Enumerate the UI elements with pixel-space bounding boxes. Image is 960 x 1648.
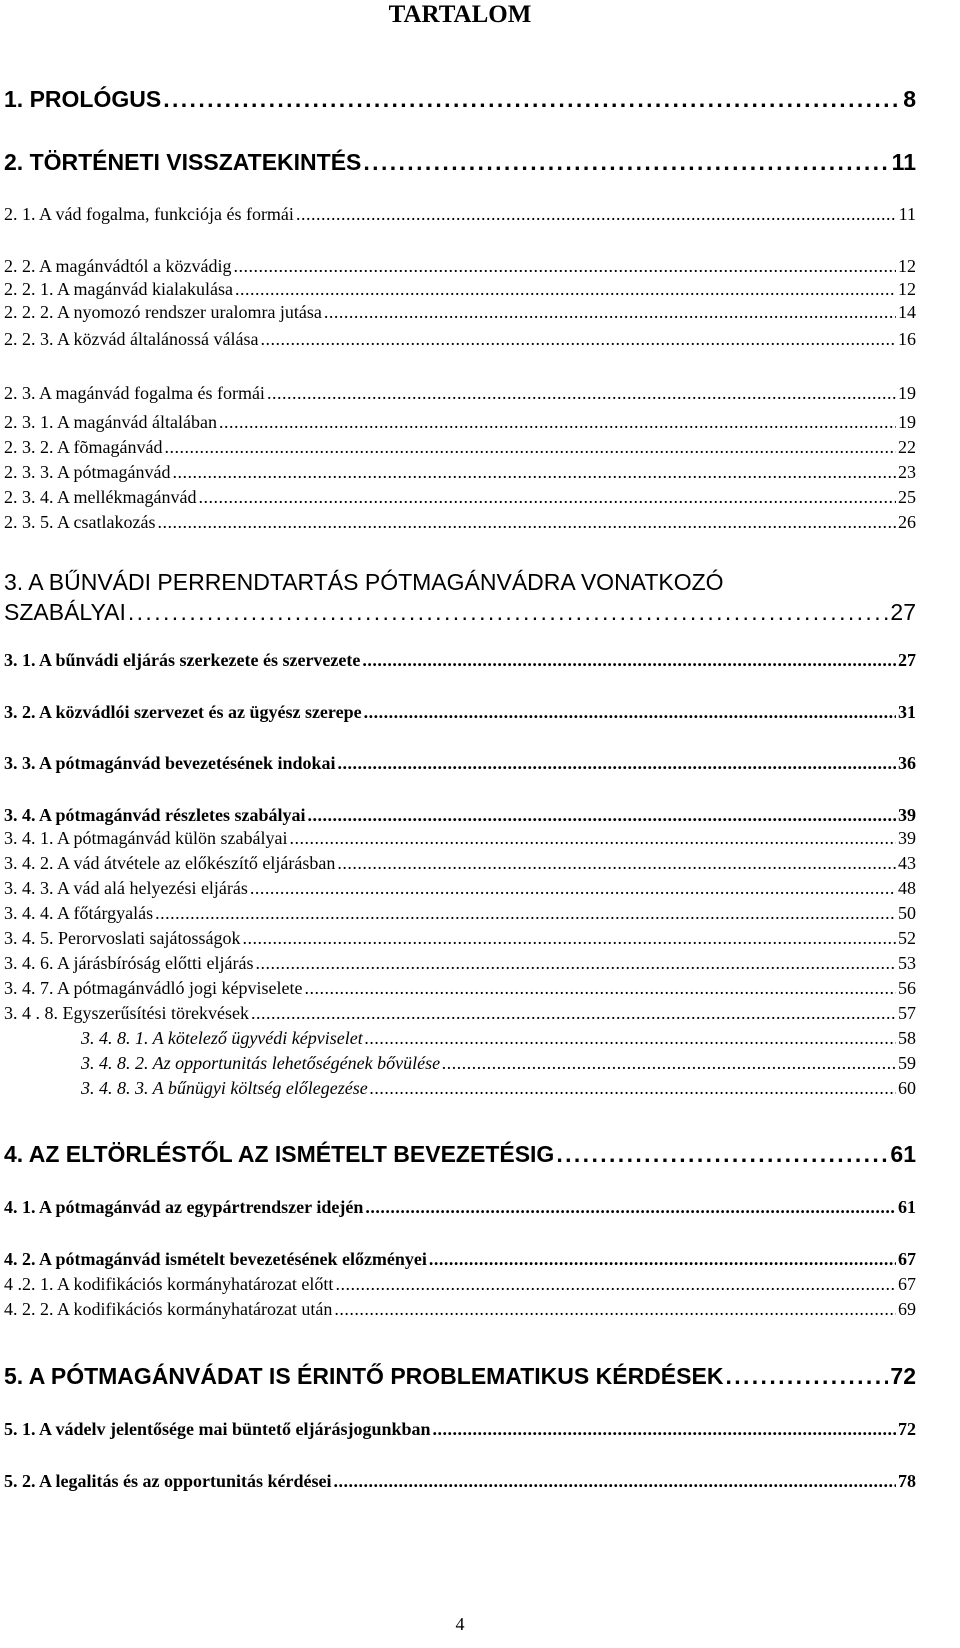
dot-leader (442, 1052, 896, 1074)
dot-leader (155, 902, 896, 924)
toc-entry[interactable] (4, 952, 916, 974)
toc-entry-page: 11 (898, 204, 916, 224)
toc-entry-page: 19 (898, 412, 916, 432)
toc-entry[interactable] (81, 1077, 916, 1099)
toc-entry-page: 12 (898, 279, 916, 299)
dot-leader (334, 1298, 896, 1320)
toc-entry[interactable] (4, 461, 916, 483)
toc-entry[interactable] (4, 827, 916, 849)
toc-entry-label: 2. 3. 1. A magánvád általában (4, 412, 217, 432)
toc-entry[interactable] (4, 411, 916, 433)
toc-entry-page: 22 (898, 437, 916, 457)
dot-leader (338, 752, 896, 774)
toc-entry-label: 2. 3. 5. A csatlakozás (4, 512, 156, 532)
toc-entry-page: 52 (898, 928, 916, 948)
toc-entry-page: 72 (898, 1419, 916, 1439)
dot-leader (308, 804, 897, 826)
toc-entry-page: 27 (890, 599, 916, 625)
toc-entry-label: 2. 2. 3. A közvád általánossá válása (4, 329, 259, 349)
toc-entry-page: 26 (898, 512, 916, 532)
toc-entry-page: 50 (898, 903, 916, 923)
toc-entry-page: 53 (898, 953, 916, 973)
dot-leader (235, 278, 896, 300)
toc-entry-label: 3. 4. 2. A vád átvétele az előkészítő eljárásban (4, 853, 336, 873)
toc-entry[interactable] (4, 1470, 916, 1492)
dot-leader (365, 1196, 896, 1218)
toc-entry[interactable] (4, 902, 916, 924)
toc-entry-label: 2. TÖRTÉNETI VISSZATEKINTÉS (4, 149, 362, 175)
toc-entry[interactable] (4, 148, 916, 176)
toc-entry-label: 3. 4. 3. A vád alá helyezési eljárás (4, 878, 248, 898)
dot-leader (365, 1027, 896, 1049)
dot-leader (429, 1248, 896, 1270)
toc-entry[interactable] (4, 382, 916, 404)
toc-entry[interactable] (4, 255, 916, 277)
toc-entry[interactable] (4, 301, 916, 323)
toc-entry-page: 25 (898, 487, 916, 507)
toc-entry-label: 2. 3. 4. A mellékmagánvád (4, 487, 197, 507)
toc-entry-label: 2. 2. 1. A magánvád kialakulása (4, 279, 233, 299)
toc-entry-label: 3. 3. A pótmagánvád bevezetésének indokai (4, 753, 336, 773)
toc-entry-label: 5. 2. A legalitás és az opportunitás kérdései (4, 1471, 332, 1491)
toc-entry[interactable] (4, 203, 916, 225)
toc-entry[interactable] (4, 1140, 916, 1168)
toc-entry-label: 4. 2. A pótmagánvád ismételt bevezetésének előzményei (4, 1249, 427, 1269)
toc-entry-label: 3. 4 . 8. Egyszerűsítési törekvések (4, 1003, 249, 1023)
toc-entry[interactable] (4, 1418, 916, 1440)
toc-entry-label: 3. 4. 6. A járásbíróság előtti eljárás (4, 953, 254, 973)
toc-entry[interactable] (4, 852, 916, 874)
toc-entry-label: SZABÁLYAI (4, 599, 126, 625)
toc-entry-label: 3. 4. 8. 3. A bűnügyi költség előlegezése (81, 1078, 368, 1098)
toc-entry-page: 67 (898, 1274, 916, 1294)
toc-entry-label: 3. 4. 8. 2. Az opportunitás lehetőségének bővülése (81, 1053, 441, 1073)
toc-entry[interactable] (4, 486, 916, 508)
dot-leader (260, 328, 896, 350)
toc-entry-label: 5. A PÓTMAGÁNVÁDAT IS ÉRINTŐ PROBLEMATIKUS KÉRDÉSEK (4, 1363, 724, 1389)
toc-entry-page: 60 (898, 1078, 916, 1098)
toc-entry-page: 67 (898, 1249, 916, 1269)
toc-entry[interactable] (4, 598, 916, 626)
toc-entry-page: 39 (898, 805, 916, 825)
toc-entry-label: 3. 1. A bűnvádi eljárás szerkezete és szervezete (4, 650, 361, 670)
dot-leader (296, 203, 897, 225)
toc-entry[interactable] (4, 752, 916, 774)
dot-leader (335, 1273, 896, 1295)
toc-entry-line1: 3. A BŰNVÁDI PERRENDTARTÁS PÓTMAGÁNVÁDRA VONATKOZÓ (4, 569, 724, 595)
toc-entry-label: 5. 1. A vádelv jelentősége mai büntető eljárásjogunkban (4, 1419, 431, 1439)
toc-entry-page: 61 (898, 1197, 916, 1217)
dot-leader (725, 1362, 888, 1390)
toc-entry-page: 43 (898, 853, 916, 873)
toc-entry[interactable] (4, 278, 916, 300)
toc-entry-page: 14 (898, 302, 916, 322)
toc-entry-label: 4 .2. 1. A kodifikációs kormányhatározat előtt (4, 1274, 334, 1294)
dot-leader (334, 1470, 897, 1492)
toc-entry[interactable] (81, 1027, 916, 1049)
dot-leader (250, 877, 896, 899)
toc-entry[interactable] (4, 977, 916, 999)
toc-entry[interactable] (4, 1298, 916, 1320)
toc-entry-label: 2. 1. A vád fogalma, funkciója és formái (4, 204, 294, 224)
toc-entry-page: 27 (898, 650, 916, 670)
toc-entry-label: 3. 4. 7. A pótmagánvádló jogi képviselete (4, 978, 303, 998)
dot-leader (370, 1077, 896, 1099)
dot-leader (362, 649, 896, 671)
toc-entry[interactable] (4, 927, 916, 949)
toc-entry-label: 3. 4. 8. 1. A kötelező ügyvédi képviselet (81, 1028, 363, 1048)
dot-leader (556, 1140, 888, 1168)
toc-entry[interactable] (4, 511, 916, 533)
toc-entry[interactable] (4, 701, 916, 723)
toc-entry-label: 2. 3. A magánvád fogalma és formái (4, 383, 265, 403)
toc-entry-label: 3. 2. A közvádlói szervezet és az ügyész szerepe (4, 702, 362, 722)
dot-leader (337, 852, 896, 874)
toc-entry[interactable] (4, 1196, 916, 1218)
dot-leader (364, 701, 896, 723)
toc-entry-label: 3. 4. 4. A főtárgyalás (4, 903, 154, 923)
toc-entry[interactable] (4, 1002, 916, 1024)
dot-leader (163, 85, 901, 113)
toc-entry-label: 2. 3. 3. A pótmagánvád (4, 462, 171, 482)
toc-entry-page: 12 (898, 256, 916, 276)
toc-entry-page: 61 (890, 1141, 916, 1167)
dot-leader (324, 301, 896, 323)
dot-leader (172, 461, 896, 483)
dot-leader (198, 486, 896, 508)
toc-entry-label: 2. 3. 2. A fõmagánvád (4, 437, 163, 457)
toc-entry-page: 16 (898, 329, 916, 349)
toc-entry-page: 39 (898, 828, 916, 848)
toc-entry-label: 3. 4. 1. A pótmagánvád külön szabályai (4, 828, 288, 848)
dot-leader (233, 255, 896, 277)
dot-leader (363, 148, 889, 176)
toc-entry[interactable] (4, 1273, 916, 1295)
toc-entry-page: 78 (898, 1471, 916, 1491)
toc-entry-page: 72 (890, 1363, 916, 1389)
toc-entry-label: 3. 4. 5. Perorvoslati sajátosságok (4, 928, 241, 948)
toc-entry[interactable] (81, 1052, 916, 1074)
dot-leader (289, 827, 896, 849)
dot-leader (164, 436, 896, 458)
toc-entry-page: 11 (891, 149, 916, 175)
toc-entry-label: 2. 2. 2. A nyomozó rendszer uralomra jutása (4, 302, 322, 322)
dot-leader (255, 952, 896, 974)
toc-entry-page: 36 (898, 753, 916, 773)
dot-leader (128, 598, 889, 626)
page-number: 4 (455, 1614, 465, 1634)
dot-leader (267, 382, 896, 404)
toc-entry-page: 58 (898, 1028, 916, 1048)
toc-entry-label: 4. 2. 2. A kodifikációs kormányhatározat után (4, 1299, 333, 1319)
toc-entry-label: 1. PROLÓGUS (4, 86, 162, 112)
toc-entry-page: 57 (898, 1003, 916, 1023)
toc-entry-label: 4. AZ ELTÖRLÉSTŐL AZ ISMÉTELT BEVEZETÉSIG (4, 1141, 555, 1167)
dot-leader (219, 411, 896, 433)
toc-entry-label: 2. 2. A magánvádtól a közvádig (4, 256, 232, 276)
toc-entry-label: 4. 1. A pótmagánvád az egypártrendszer idején (4, 1197, 364, 1217)
toc-entry[interactable] (4, 1248, 916, 1270)
dot-leader (304, 977, 896, 999)
toc-entry-page: 31 (898, 702, 916, 722)
toc-entry[interactable] (4, 85, 916, 113)
toc-entry[interactable] (4, 328, 916, 350)
dot-leader (433, 1418, 896, 1440)
toc-title: TARTALOM (388, 1, 532, 28)
toc-entry[interactable] (4, 804, 916, 826)
toc-entry-page: 59 (898, 1053, 916, 1073)
dot-leader (251, 1002, 896, 1024)
dot-leader (157, 511, 896, 533)
toc-entry-page: 48 (898, 878, 916, 898)
dot-leader (242, 927, 896, 949)
toc-entry-page: 69 (898, 1299, 916, 1319)
toc-entry[interactable] (4, 1362, 916, 1390)
toc-entry-page: 56 (898, 978, 916, 998)
toc-entry[interactable] (4, 436, 916, 458)
toc-entry-label: 3. 4. A pótmagánvád részletes szabályai (4, 805, 306, 825)
toc-entry-page: 23 (898, 462, 916, 482)
toc-entry[interactable] (4, 877, 916, 899)
toc-entry-page: 8 (903, 86, 916, 112)
toc-entry[interactable] (4, 649, 916, 671)
toc-entry-page: 19 (898, 383, 916, 403)
